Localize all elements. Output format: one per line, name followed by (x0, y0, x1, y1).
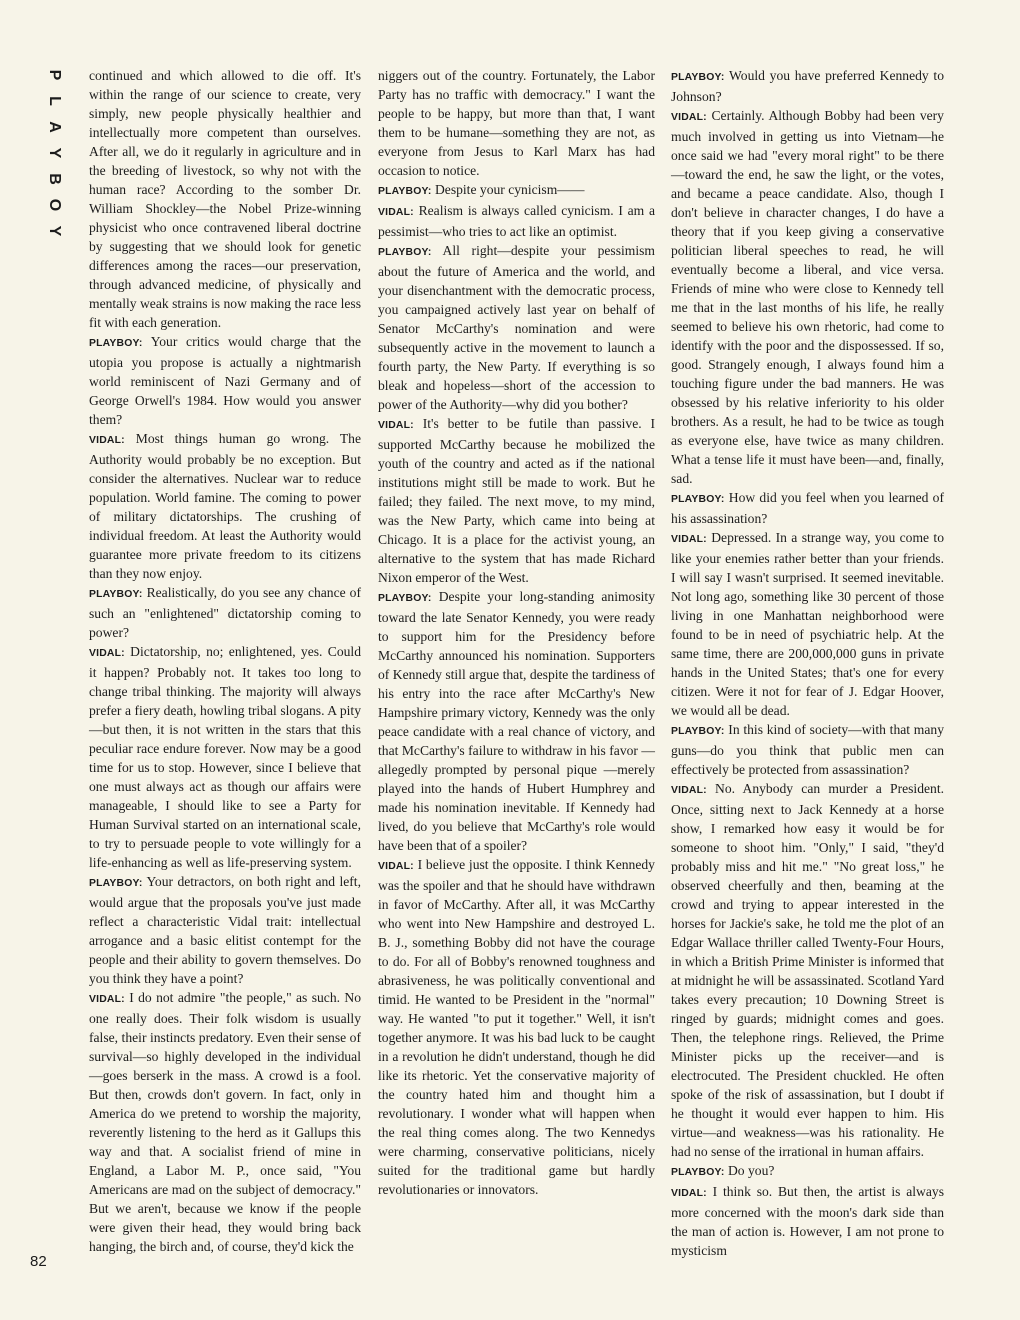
speaker-label: PLAYBOY: (671, 726, 725, 737)
interview-paragraph (671, 779, 944, 1161)
column-2 (378, 66, 655, 1199)
masthead-letter: Y (46, 147, 63, 159)
paragraph-text: Would you have preferred Kennedy to Johnson? (671, 68, 944, 104)
paragraph-text: Your detractors, on both right and left, would argue that the proposals you've just made reflect a characteristic Vidal trait: intellectual arrogance and a basic elitist contempt for the people and their ability to govern themselves. Do you think they have a point? (89, 874, 361, 986)
paragraph-text: Realistically, do you see any chance of such an "enlightened" dictatorship coming to power? (89, 585, 361, 640)
speaker-label: PLAYBOY: (378, 593, 432, 604)
masthead (34, 62, 74, 244)
paragraph-text: niggers out of the country. Fortunately, the Labor Party has no traffic with democracy." I want the people to be happy, but more than that, I want them to be humane—something they are not, as everyone from Jesus to Karl Marx has had occasion to notice. (378, 68, 655, 178)
speaker-label: VIDAL: (378, 420, 414, 431)
paragraph-text: Do you? (727, 1163, 775, 1178)
paragraph-text: I believe just the opposite. I think Kennedy was the spoiler and that he should have withdrawn in favor of McCarthy. After all, it was McCarthy who went into New Hampshire and destroyed L. B. J., something Bobby did not have the courage to do. For all of Bobby's renowned toughness and abrasiveness, he was politically conventional and timid. He wanted to be President in the "normal" way. He wanted "to put it together." Well, it isn't together anymore. It was his bad luck to be caught in a revolution he didn't understand, though he did like its rhetoric. Yet the conservative majority of the country hated him and thought him a revolutionary. I wonder what will happen when the real thing comes along. The two Kennedys were charming, conservative politicians, nicely suited for the traditional game but hardly revolutionaries or innovators. (378, 857, 655, 1197)
interview-paragraph (89, 642, 361, 872)
speaker-label: VIDAL: (378, 207, 414, 218)
interview-paragraph (671, 66, 944, 106)
continued-paragraph (89, 66, 361, 332)
interview-paragraph (89, 332, 361, 429)
paragraph-text: Despite your long-standing animosity toward the late Senator Kennedy, you were ready to support him for the Presidency before McCarthy announced his nomination. Supporters of Kennedy still argue that, despite the tardiness of his entry into the race after McCarthy's New Hampshire primary victory, Kennedy was the only peace candidate with a real chance of victory, and that McCarthy's failure to withdraw in his favor —allegedly prompted by personal pique —merely played into the hands of Hubert Humphrey and made his nomination inevitable. If Kennedy had lived, do you believe that McCarthy's role would have been that of a spoiler? (378, 589, 655, 853)
interview-paragraph (89, 583, 361, 642)
masthead-letter: A (46, 121, 63, 133)
paragraph-text: In this kind of society—with that many guns—do you think that public men can effectively be protected from assassination? (671, 722, 944, 777)
speaker-label: VIDAL: (671, 112, 707, 123)
paragraph-text: Most things human go wrong. The Authority would probably be no exception. But consider the alternatives. Nuclear war to reduce population. World famine. The coming to power of military dictatorships. The crushing of individual freedom. At least the Authority would guarantee more private freedom to its citizens than they now enjoy. (89, 431, 361, 581)
masthead-letter: P (46, 69, 63, 81)
interview-paragraph (89, 988, 361, 1256)
paragraph-text: No. Anybody can murder a President. Once, sitting next to Jack Kennedy at a horse show, I remarked how easy it would be for someone to shoot him. "Only," I said, "they'd probably miss and hit me." "No great loss," he observed cheerfully and then, beaming at the crowd and trying to appear interested in the horses for Jackie's sake, he told me the plot of an Edgar Wallace thriller called Twenty-Four Hours, in which a British Prime Minister is informed that at midnight he will be assassinated. Scotland Yard takes every precaution; 10 Downing Street is ringed by guards; midnight comes and goes. Then, the telephone rings. Relieved, the Prime Minister picks up the receiver—and is electrocuted. The President chuckled. He often spoke of the risk of assassination, but I doubt if he thought it would ever happen to him. His virtue—and weakness—was his rationality. He had no sense of the irrational in human affairs. (671, 781, 944, 1159)
interview-paragraph (671, 720, 944, 779)
speaker-label: VIDAL: (89, 435, 125, 446)
interview-paragraph (89, 872, 361, 988)
interview-paragraph (89, 429, 361, 583)
column-1 (89, 66, 361, 1256)
masthead-letter: O (46, 198, 63, 212)
speaker-label: PLAYBOY: (89, 878, 143, 889)
paragraph-text: Depressed. In a strange way, you come to like your enemies rather better than your friends. I will say I wasn't surprised. It seemed inevitable. Not long ago, something like 30 percent of those living in one Manhattan neighborhood were found to be in need of psychiatric help. At the same time, there are 200,000,000 guns in private hands in the United States; that's one for every citizen. Were it not for fear of J. Edgar Hoover, we would all be dead. (671, 530, 944, 718)
column-3 (671, 66, 944, 1260)
continued-paragraph (378, 66, 655, 180)
speaker-label: PLAYBOY: (378, 247, 432, 258)
speaker-label: PLAYBOY: (671, 72, 725, 83)
interview-paragraph (671, 528, 944, 720)
paragraph-text: Dictatorship, no; enlightened, yes. Could it happen? Probably not. It takes too long to change tribal thinking. The majority will always prefer a fiery death, howling tribal slogans. A pity—but then, it is not written in the stars that this peculiar race endure forever. Now may be a good time for us to stop. However, since I believe that one must always act as though our affairs were manageable, I should like to see a Party for Human Survival started on an international scale, to try to persuade people to vote willingly for a life-enhancing as well as life-preserving system. (89, 644, 361, 870)
masthead-letter: B (46, 173, 63, 185)
speaker-label: VIDAL: (671, 534, 707, 545)
interview-paragraph (671, 1182, 944, 1260)
speaker-label: PLAYBOY: (89, 338, 143, 349)
paragraph-text: All right—despite your pessimism about the future of America and the world, and your disenchantment with the democratic process, you campaigned actively last year on behalf of Senator McCarthy's nomination and were subsequently active in the movement to launch a fourth party, the New Party. If everything is so bleak and hopeless—short of the accession to power of the Authority—why did you bother? (378, 243, 655, 412)
paragraph-text: I do not admire "the people," as such. No one really does. Their folk wisdom is usually false, their instincts predatory. Even their sense of survival—so highly developed in the individual—goes berserk in the mass. A crowd is a fool. But then, crowds don't govern. In fact, only in America do we pretend to worship the majority, reverently listening to the herd as it Gallups this way and that. A socialist friend of mine in England, a Labor M. P., once said, "You Americans are mad on the subject of democracy." But we aren't, because we know if the people were given their head, they would bring back hanging, the birch and, of course, they'd kick the (89, 990, 361, 1254)
interview-paragraph (378, 241, 655, 414)
interview-paragraph (378, 180, 655, 201)
interview-paragraph (378, 414, 655, 587)
interview-paragraph (378, 855, 655, 1199)
paragraph-text: Despite your cynicism—— (434, 182, 585, 197)
paragraph-text: Your critics would charge that the utopia you propose is actually a nightmarish world reminiscent of Nazi Germany and of George Orwell's 1984. How would you answer them? (89, 334, 361, 427)
speaker-label: PLAYBOY: (671, 1167, 725, 1178)
paragraph-text: I think so. But then, the artist is always more concerned with the moon's dark side than the man of action is. However, I am not prone to mysticism (671, 1184, 944, 1258)
masthead-letter: L (46, 96, 63, 106)
speaker-label: VIDAL: (89, 648, 125, 659)
speaker-label: VIDAL: (671, 1188, 707, 1199)
interview-paragraph (671, 1161, 944, 1182)
interview-paragraph (671, 106, 944, 488)
paragraph-text: It's better to be futile than passive. I supported McCarthy because he mobilized the youth of the country and acted as if the national institutions might still be made to work. But he failed; they failed. The next move, to my mind, was the New Party, which came into being at Chicago. It is a place for the activist young, an alternative to the system that has made Richard Nixon emperor of the West. (378, 416, 655, 585)
speaker-label: PLAYBOY: (378, 186, 432, 197)
speaker-label: VIDAL: (671, 785, 707, 796)
paragraph-text: Certainly. Although Bobby had been very much involved in getting us into Vietnam—he once said we had "every moral right" to be there—toward the end, he saw the light, or the votes, and became a peace candidate. Also, though I don't believe in character changes, I do have a theory that if you keep giving a conservative politician liberal speeches to read, he will eventually become a liberal, and vice versa. Friends of mine who were close to Kennedy tell me that in the last months of his life, he really seemed to believe his own rhetoric, had come to identify with the poor and the dispossessed. If so, good. Strangely enough, I always found him a touching figure under the bad manners. He was obsessed by his relative inferiority to his older brothers. As a result, he had to be twice as tough as everyone else, have twice as many children. What a tense life it must have been—and, finally, sad. (671, 108, 944, 486)
speaker-label: VIDAL: (89, 994, 125, 1005)
paragraph-text: continued and which allowed to die off. It's within the range of our science to create, very simply, new people physically healthier and intellectually more competent than ourselves. After all, we do it regularly in agriculture and in the breeding of livestock, so why not with the human race? According to the somber Dr. William Shockley—the Nobel Prize-winning physicist who once contravened liberal doctrine by suggesting that we should look for genetic differences among the races—our preservation, through advanced medicine, of physically and mentally weak strains is now making the race less fit with each generation. (89, 68, 361, 330)
paragraph-text: Realism is always called cynicism. I am a pessimist—who tries to act like an optimist. (378, 203, 655, 239)
masthead-letter: Y (46, 225, 63, 237)
speaker-label: PLAYBOY: (89, 589, 143, 600)
speaker-label: VIDAL: (378, 861, 414, 872)
paragraph-text: How did you feel when you learned of his assassination? (671, 490, 944, 526)
speaker-label: PLAYBOY: (671, 494, 725, 505)
interview-paragraph (378, 201, 655, 241)
interview-paragraph (671, 488, 944, 528)
page-number: 82 (30, 1253, 47, 1270)
interview-paragraph (378, 587, 655, 855)
